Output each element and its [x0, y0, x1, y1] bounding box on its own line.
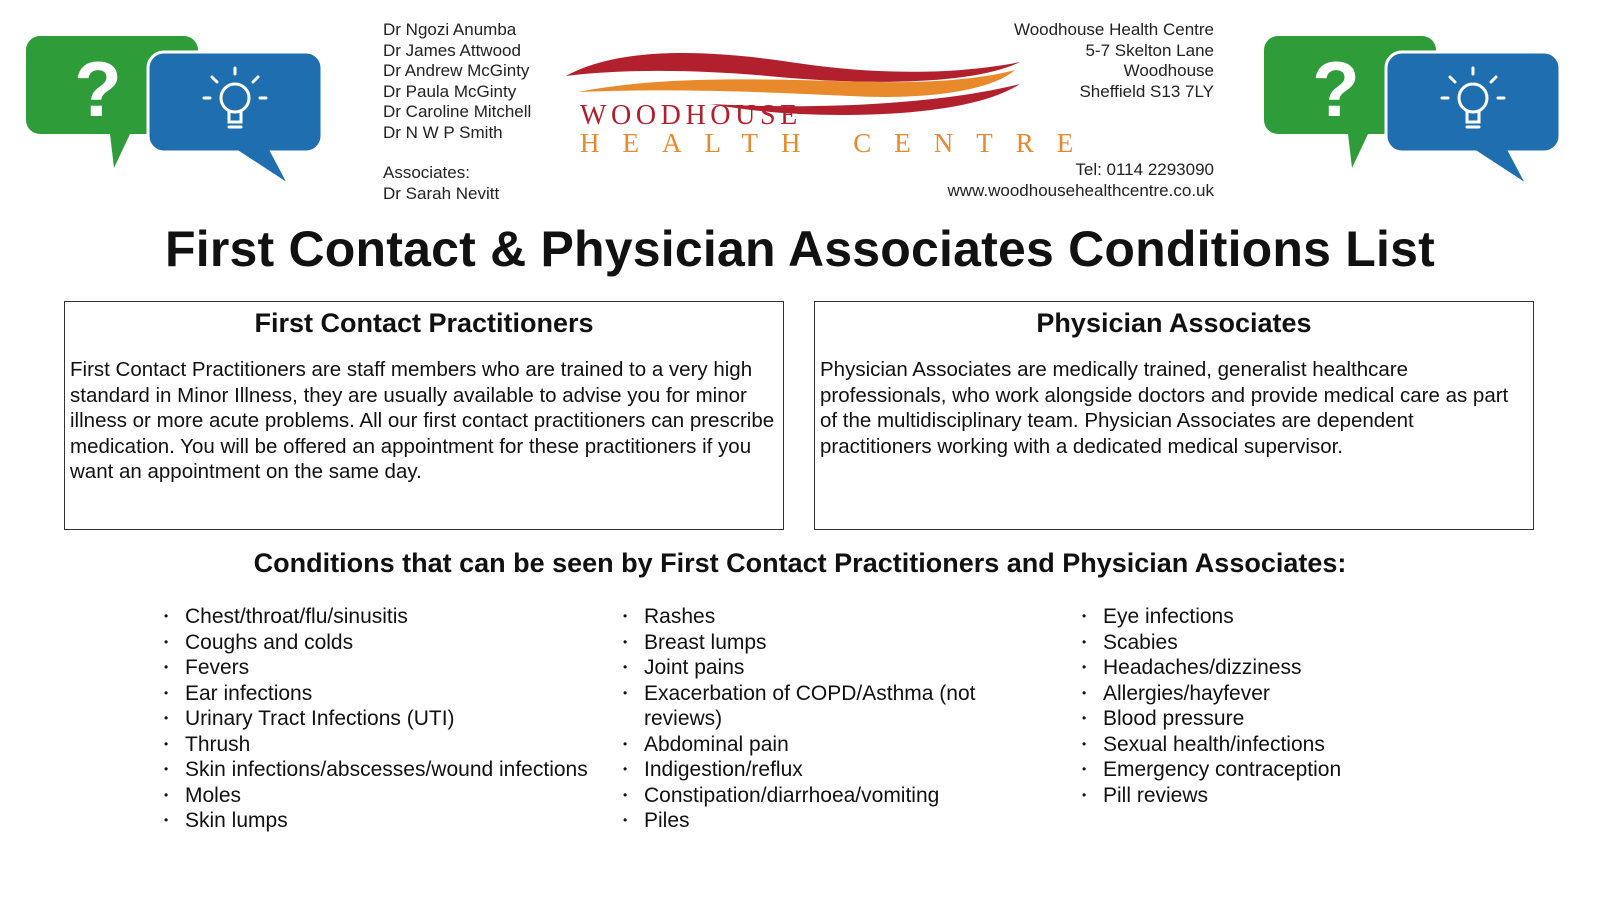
condition-item: • Fevers	[164, 655, 588, 681]
page-title: First Contact & Physician Associates Conditions List	[165, 221, 1435, 277]
conditions-list-column-1	[164, 604, 588, 834]
condition-item: • Urinary Tract Infections (UTI)	[164, 706, 588, 732]
address-block	[948, 20, 1215, 201]
condition-item: • Breast lumps	[623, 630, 1004, 656]
doctor-name: Dr Ngozi Anumba	[383, 20, 517, 39]
condition-item: • Emergency contraception	[1082, 757, 1341, 783]
condition-item: • Constipation/diarrhoea/vomiting	[623, 783, 1004, 809]
conditions-list-column-2	[623, 604, 1004, 834]
address-line: 5-7 Skelton Lane	[1085, 40, 1214, 60]
condition-item: • Eye infections	[1082, 604, 1341, 630]
fcp-heading: First Contact Practitioners	[254, 308, 594, 338]
svg-text:?: ?	[1312, 45, 1360, 133]
condition-item: • Headaches/dizziness	[1082, 655, 1341, 681]
condition-item: • Coughs and colds	[164, 630, 588, 656]
associates-label: Associates:	[383, 163, 470, 182]
light-bulb-icon	[1386, 52, 1560, 186]
condition-item: • Moles	[164, 783, 588, 809]
condition-item: • Skin infections/abscesses/wound infections	[164, 757, 588, 783]
speech-bubbles-graphic	[1262, 30, 1572, 190]
first-contact-practitioners-box	[64, 301, 784, 530]
condition-item: • Exacerbation of COPD/Asthma (not reviews)	[623, 681, 1004, 732]
condition-item: • Thrush	[164, 732, 588, 758]
conditions-heading: Conditions that can be seen by First Contact Practitioners and Physician Associates:	[253, 548, 1347, 578]
condition-item: • Blood pressure	[1082, 706, 1341, 732]
condition-item: • Chest/throat/flu/sinusitis	[164, 604, 588, 630]
pa-heading: Physician Associates	[1036, 308, 1312, 338]
doctor-name: Dr Andrew McGinty	[383, 61, 530, 80]
logo-wordmark-line2: HEALTH CENTRE	[580, 128, 1097, 158]
condition-item: • Rashes	[623, 604, 1004, 630]
condition-item: • Allergies/hayfever	[1082, 681, 1341, 707]
condition-item: • Indigestion/reflux	[623, 757, 1004, 783]
speech-bubbles-left	[24, 30, 334, 190]
condition-item: • Scabies	[1082, 630, 1341, 656]
fcp-description: First Contact Practitioners are staff members who are trained to a very high standard in Minor Illness, they are usually available to advise you for minor illness or more acute problems. All our first contact practitioners can prescribe medication. You will be offered an appointment for these practitioners if you want an appointment on the same day.	[70, 358, 775, 483]
physician-associates-box	[814, 301, 1534, 530]
doctors-list	[383, 20, 531, 204]
condition-item: • Sexual health/infections	[1082, 732, 1341, 758]
doctor-name: Dr N W P Smith	[383, 122, 503, 142]
logo-wordmark-line1: WOODHOUSE	[580, 100, 802, 131]
speech-bubbles-right	[1262, 30, 1572, 190]
condition-item: • Piles	[623, 808, 1004, 834]
condition-item: • Skin lumps	[164, 808, 588, 834]
address-line: Sheffield S13 7LY	[1079, 81, 1214, 101]
doctor-name: Dr Caroline Mitchell	[383, 102, 532, 121]
address-line: Woodhouse	[1123, 61, 1214, 80]
pa-description: Physician Associates are medically trained, generalist healthcare professionals, who work alongside doctors and provide medical care as part of the multidisciplinary team. Physician Associates are dependent practitioners working with a dedicated medical supervisor.	[820, 358, 1509, 458]
condition-item: • Joint pains	[623, 655, 1004, 681]
speech-bubbles-graphic	[24, 30, 334, 190]
associate-name: Dr Sarah Nevitt	[383, 183, 500, 203]
condition-item: • Ear infections	[164, 681, 588, 707]
condition-item: • Pill reviews	[1082, 783, 1341, 809]
conditions-list-column-3	[1082, 604, 1341, 808]
address-line: Woodhouse Health Centre	[1013, 20, 1214, 39]
condition-item: • Abdominal pain	[623, 732, 1004, 758]
doctor-name: Dr Paula McGinty	[383, 81, 517, 101]
doctor-name: Dr James Attwood	[383, 40, 521, 60]
svg-text:?: ?	[74, 45, 122, 133]
light-bulb-icon	[148, 52, 322, 186]
website-link[interactable]: www.woodhousehealthcentre.co.uk	[947, 180, 1214, 200]
telephone: Tel: 0114 2293090	[1075, 160, 1214, 179]
